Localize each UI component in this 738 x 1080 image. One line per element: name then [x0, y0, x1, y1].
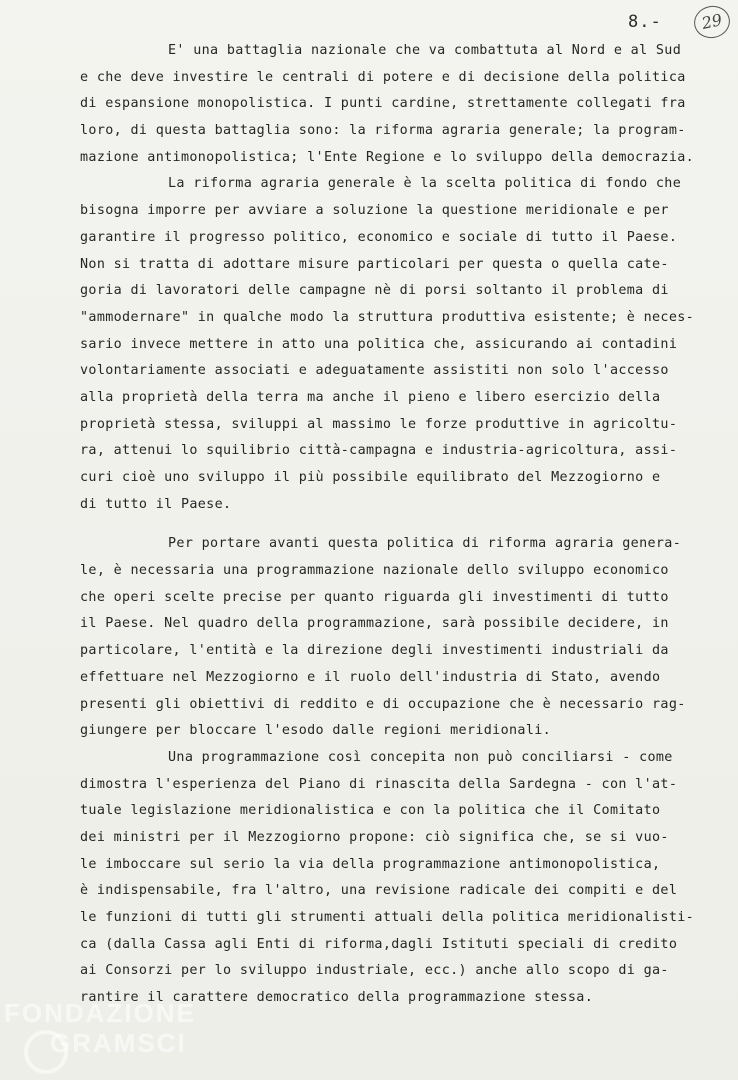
text-line: di espansione monopolistica. I punti cardine, strettamente collegati fra — [80, 96, 686, 112]
text-line: Non si tratta di adottare misure particolari per questa o quella cate- — [80, 256, 669, 272]
text-line: giungere per bloccare l'esodo dalle regioni meridionali. — [80, 723, 552, 739]
text-line: mazione antimonopolistica; l'Ente Regione e lo sviluppo della democrazia. — [80, 149, 695, 165]
text-line: La riforma agraria generale è la scelta politica di fondo che — [168, 176, 682, 192]
text-line: che operi scelte precise per quanto riguarda gli investimenti di tutto — [80, 589, 669, 605]
text-line: proprietà stessa, sviluppi al massimo le forze produttive in agricoltu- — [80, 416, 678, 432]
text-line: bisogna imporre per avviare a soluzione la questione meridionale e per — [80, 203, 669, 219]
text-line: ca (dalla Cassa agli Enti di riforma,dagli Istituti speciali di credito — [80, 936, 678, 952]
text-line: particolare, l'entità e la direzione degli investimenti industriali da — [80, 643, 669, 659]
text-line: presenti gli obiettivi di reddito e di occupazione che è necessario rag- — [80, 696, 686, 712]
text-line: le funzioni di tutti gli strumenti attuali della politica meridionalisti- — [80, 910, 695, 925]
text-line: rantire il carattere democratico della programmazione stessa. — [80, 990, 594, 1006]
text-line: il Paese. Nel quadro della programmazione, sarà possibile decidere, in — [80, 616, 669, 632]
text-line: dimostra l'esperienza del Piano di rinascita della Sardegna - con l'at- — [80, 776, 678, 792]
text-line: ra, attenui lo squilibrio città-campagna e industria-agricoltura, assi- — [80, 443, 678, 459]
text-line: dei ministri per il Mezzogiorno propone: ciò significa che, se si vuo- — [80, 829, 669, 845]
text-line: e che deve investire le centrali di potere e di decisione della politica — [80, 69, 686, 85]
text-line: le imboccare sul serio la via della programmazione antimonopolistica, — [80, 856, 661, 872]
page-number: 8.- — [628, 12, 662, 32]
text-line: è indispensabile, fra l'altro, una revisione radicale dei compiti e del — [80, 883, 678, 899]
watermark — [4, 998, 196, 1058]
text-line: curi cioè uno sviluppo il più possibile equilibrato del Mezzogiorno e — [80, 470, 661, 485]
text-line: effettuare nel Mezzogiorno e il ruolo dell'industria di Stato, avendo — [80, 669, 661, 685]
text-line: "ammodernare" in qualche modo la struttura produttiva esistente; è neces- — [80, 309, 695, 325]
text-line: sario invece mettere in atto una politica che, assicurando ai contadini — [80, 336, 678, 352]
text-line: di tutto il Paese. — [80, 496, 232, 512]
paragraph-gap — [80, 518, 728, 531]
folio-stamp: 29 — [691, 3, 733, 42]
text-line: alla proprietà della terra ma anche il pieno e libero esercizio della — [80, 389, 661, 405]
text-line: goria di lavoratori delle campagne nè di porsi soltanto il problema di — [80, 283, 669, 299]
text-line: loro, di questa battaglia sono: la riforma agraria generale; la program- — [80, 123, 686, 139]
text-line: Una programmazione così concepita non può conciliarsi - come — [168, 749, 673, 765]
text-line: tuale legislazione meridionalistica e con la politica che il Comitato — [80, 803, 661, 819]
text-line: le, è necessaria una programmazione nazionale dello sviluppo economico — [80, 563, 669, 579]
text-line: Per portare avanti questa politica di riforma agraria genera- — [168, 536, 682, 552]
text-line: ai Consorzi per lo sviluppo industriale, ecc.) anche allo scopo di ga- — [80, 963, 669, 979]
watermark-line: FONDAZIONE — [4, 998, 196, 1028]
text-line: volontariamente associati e adeguatamente assistiti non solo l'accesso — [80, 363, 669, 379]
text-line: garantire il progresso politico, economico e sociale di tutto il Paese. — [80, 229, 678, 245]
watermark-line: GRAMSCI — [50, 1028, 187, 1058]
text-line: E' una battaglia nazionale che va combattuta al Nord e al Sud — [168, 43, 682, 58]
document-body — [80, 38, 728, 1012]
